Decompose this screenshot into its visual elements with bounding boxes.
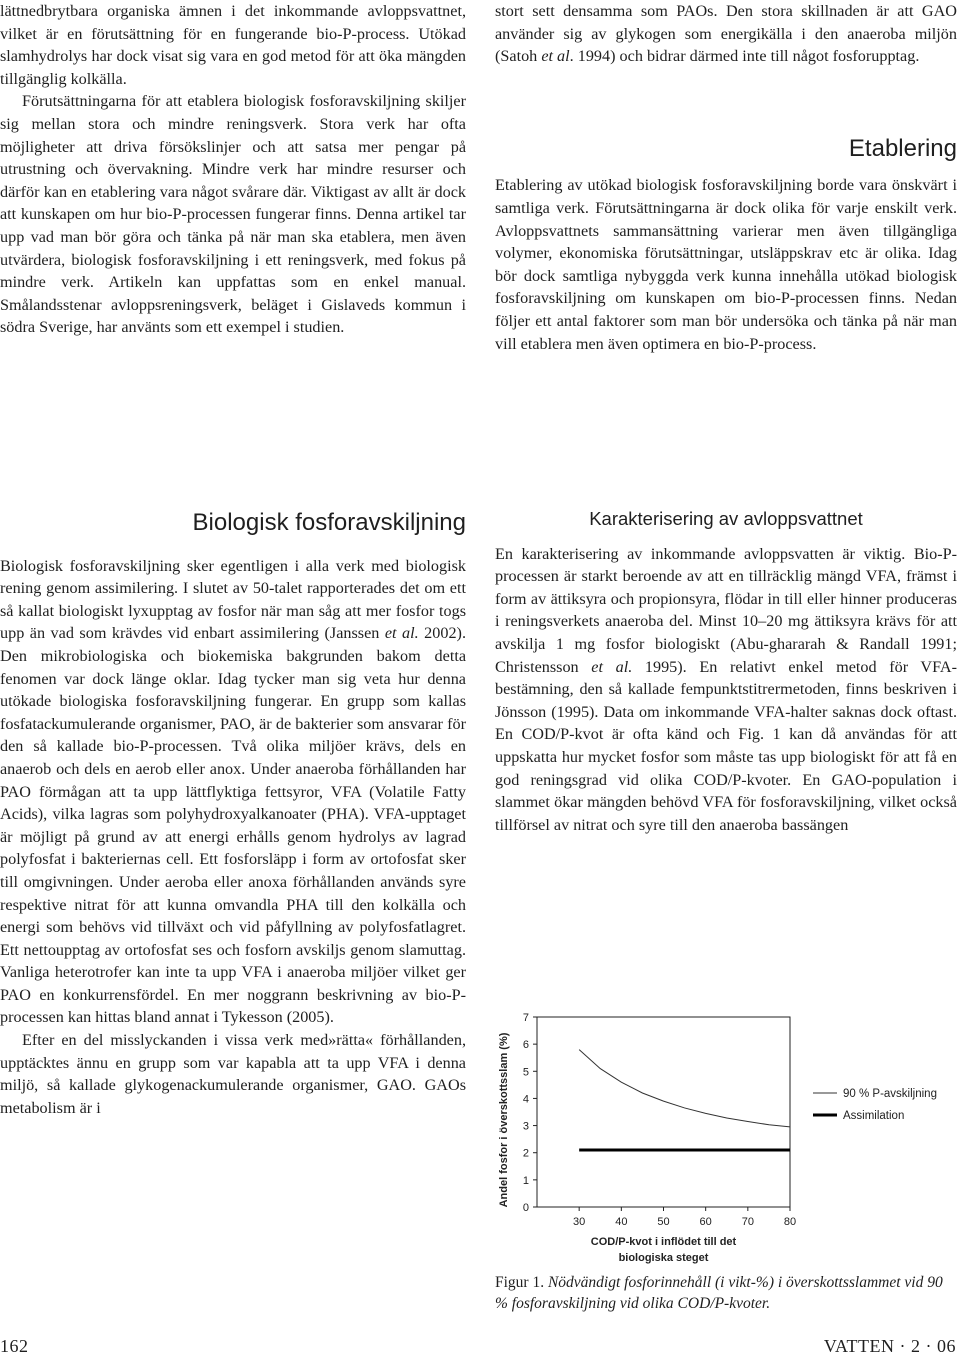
y-tick-label: 3 bbox=[522, 1120, 529, 1133]
y-tick-label: 5 bbox=[522, 1066, 529, 1079]
x-tick-label: 40 bbox=[615, 1216, 628, 1228]
x-tick-label: 70 bbox=[741, 1216, 754, 1228]
x-axis-label-line-1: COD/P-kvot i inflödet till det bbox=[590, 1236, 737, 1248]
legend-label: 90 % P-avskiljning bbox=[843, 1088, 937, 1100]
figure-caption bbox=[495, 1272, 957, 1314]
y-tick-label: 2 bbox=[522, 1147, 529, 1160]
right-column-top bbox=[495, 0, 957, 355]
gao-continuation: stort sett densamma som PAOs. Den stora skillnaden är att GAO använder sig av glykogen som energikälla i den anaeroba miljön (Satoh et al. 1994) och bidrar därmed inte till något fosforupptag. bbox=[495, 2, 957, 66]
series-line bbox=[579, 1050, 790, 1127]
journal-issue: VATTEN · 2 · 06 bbox=[823, 1336, 956, 1356]
page-number: 162 bbox=[0, 1336, 29, 1356]
y-tick-label: 4 bbox=[522, 1093, 529, 1106]
biologisk-paragraph-1: Biologisk fosforavskiljning sker egentligen i alla verk med biologisk rening genom assimilering. I slutet av 50-talet rapporterades det om ett så kallat biologiskt lyxupptag av fosfor när man såg att mer fosfor togs upp än vad som krävdes vid enbart assimilering (Janssen et al. 2002). Den mikrobiologiska och biokemiska bakgrunden bakom detta fenomen var dock länge oklar. Idag tycker man sig veta hur denna utökade biologiska fosforavskiljning fungerar. En grupp som kallas fosfatackumulerande organismer, PAO, är de bakterier som ansvarar för den så kallade bio-P-processen. Två olika miljöer krävs, dels en anaerob och dels en aerob eller anox. Under anaeroba förhållanden har PAO förmågan att ta upp lättflyktiga fettsyror, VFA (Volatile Fatty Acids), vilka lagras som polyhydroxyalkanoater (PHA). VFA-upptaget är möjligt på grund av att energi erhålls genom hydrolys av lagrad polyfosfat i bakteriernas cell. Ett fosforsläpp i form av ortofosfat sker till omgivningen. Under aeroba eller anoxa förhållanden används syre respektive nitrat för att kunna omvandla PHA till den kolkälla och energi som behövs vid tillväxt och vid påfyllning av polyfosfatlagret. Ett nettoupptag av ortofosfat ses och fosforn avskiljs genom slamuttag. Vanliga heterotrofer kan inte ta upp VFA i anaeroba miljöer vilket ger PAO en konkurrensfördel. En mer noggrann beskrivning av bio-P-processen kan hittas bland annat i Tykesson (2005). bbox=[0, 556, 466, 1027]
heading-karakterisering: Karakterisering av avloppsvattnet bbox=[589, 508, 863, 529]
biologisk-paragraph-2: Efter en del misslyckanden i vissa verk med»rätta« förhållanden, upptäcktes ännu en grupp som var kapabla att ta upp VFA i denna miljö, så kallade glykogenackumulerande organismer, GAO. GAOs metabolism är i bbox=[0, 1031, 466, 1117]
intro-paragraph-2: Förutsättningarna för att etablera biologisk fosforavskiljning skiljer sig mellan stora och mindre reningsverk. Stora verk har ofta möjligheter att driva försökslinjer och att satsa mer pengar på utrustning och övervakning. Mindre verk har mindre resurser och därför kan en etablering vara något svårare där. Viktigast av allt är dock att kunskapen om hur bio-P-processen fungerar finns. Denna artikel tar upp vad man bör göra och tänka på när man ska etablera, men även utvärdera, biologisk fosforavskiljning i ett reningsverk, med fokus på mindre verk. Artikeln kan uppfattas som en enkel manual. Smålandsstenar avloppsreningsverk, beläget i Gislaveds kommun i södra Sverige, har använts som ett exempel i studien. bbox=[0, 92, 466, 337]
x-tick-label: 80 bbox=[783, 1216, 797, 1228]
caption-label: Figur 1. bbox=[495, 1274, 548, 1291]
heading-etablering: Etablering bbox=[848, 134, 957, 162]
y-tick-label: 0 bbox=[522, 1202, 529, 1214]
x-tick-label: 30 bbox=[573, 1216, 586, 1228]
plot-frame bbox=[537, 1017, 790, 1207]
x-tick-label: 60 bbox=[699, 1216, 712, 1228]
etablering-paragraph: Etablering av utökad biologisk fosforavskiljning borde vara önskvärt i samtliga verk. Förutsättningarna är dock olika för varje enskilt verk. Avloppsvattnets sammansättning varierar men även tillgängliga volymer, ekonomiska förutsättningar, utsläppskrav etc är olika. Idag bör dock samtliga nybyggda verk kunna innehålla utökad biologisk fosforavskiljning om kunskapen om bio-P-processen finns. Nedan följer ett antal faktorer som man bör undersöka och tänka på när man vill etablera men även optimera en bio-P-process. bbox=[495, 176, 957, 353]
caption-text: Nödvändigt fosforinnehåll (i vikt-%) i överskottsslammet vid 90 % fosforavskiljning vid olika COD/P-kvoter. bbox=[495, 1274, 943, 1312]
y-tick-label: 1 bbox=[522, 1174, 529, 1187]
x-tick-label: 50 bbox=[657, 1216, 670, 1228]
right-column-bottom bbox=[495, 508, 957, 836]
y-tick-label: 7 bbox=[522, 1012, 529, 1024]
intro-paragraph-1: lättnedbrytbara organiska ämnen i det inkommande avloppsvattnet, vilket är en förutsättning för en fungerande bio-P-process. Utökad slamhydrolys har dock visat sig vara en god metod för att öka mängden tillgänglig kolkälla. bbox=[0, 2, 466, 88]
figure-1-chart bbox=[495, 995, 957, 1265]
heading-biologisk-fosforavskiljning: Biologisk fosforavskiljning bbox=[192, 509, 466, 536]
legend-label: Assimilation bbox=[843, 1110, 905, 1122]
karakterisering-paragraph: En karakterisering av inkommande avloppsvatten är viktig. Bio-P-processen är starkt beroende av att en tillräcklig mängd VFA, främst i form av ättiksyra och propionsyra, flödar in till eller hinner produceras i reningsverkets anaeroba del. Minst 10–20 mg ättiksyra krävs för att avskilja 1 mg fosfor biologiskt (Abu-ghararah & Randall 1991; Christensson et al. 1995). En relativt enkel metod för VFA-bestämning, den så kallade fempunktstitrermetoden, finns beskriven i Jönsson (1995). Data om inkommande VFA-halter saknas dock oftast. En COD/P-kvot är ofta känd och Fig. 1 kan då användas för att uppskatta hur mycket fosfor som måste tas upp biologiskt för att få en god reningsgrad vid olika COD/P-kvoter. En GAO-population i slammet ökar mängden behövd VFA för fosforavskiljning, vilket också tillförsel av nitrat och syre till den anaeroba bassängen bbox=[495, 544, 957, 834]
x-axis-label-line-2: biologiska steget bbox=[618, 1252, 709, 1264]
left-column-top bbox=[0, 0, 466, 339]
y-axis-label: Andel fosfor i överskottsslam (%) bbox=[498, 1032, 510, 1208]
chart-svg bbox=[495, 995, 957, 1265]
y-tick-label: 6 bbox=[522, 1039, 529, 1052]
left-column-bottom bbox=[0, 509, 466, 1119]
